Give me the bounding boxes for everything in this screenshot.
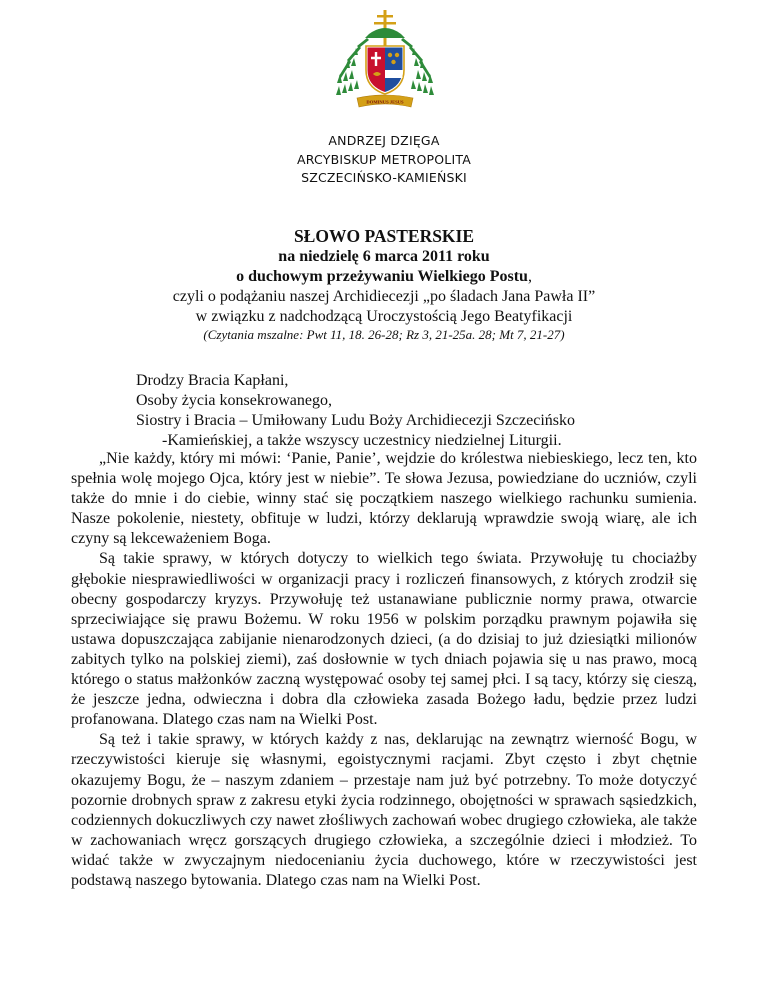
issuer-name: ANDRZEJ DZIĘGA — [328, 133, 440, 148]
body-paragraph: „Nie każdy, który mi mówi: ‘Panie, Panie’, wejdzie do królestwa niebieskiego, lecz ten, kto spełnia wolę mojego Ojca, który jest w niebie”. Te słowa Jezusa, powiedziane do uczniów, czyli także do mnie i do ciebie, winny stać się początkiem naszego wielkiego rachunku sumienia. Nasze pokolenie, niestety, obfituje w ludzi, którzy deklarują wprawdzie swoją wiarę, ale ich czyny są lekceważeniem Boga. — [71, 450, 697, 548]
greeting-line: -Kamieńskiej, a także wszyscy uczestnicy niedzielnej Liturgii. — [162, 432, 562, 449]
heading-readings: (Czytania mszalne: Pwt 11, 18. 26-28; Rz 3, 21-25a. 28; Mt 7, 21-27) — [203, 327, 565, 342]
issuer-title: ARCYBISKUP METROPOLITA — [297, 151, 471, 167]
body-paragraph: Są też i takie sprawy, w których każdy z nas, deklarując na zewnątrz wierność Bogu, w rzeczywistości kieruje się własnymi, egoistycznymi racjami. Zbyt często i zbyt chętnie okazujemy Bogu, że – naszym zdaniem – przestaje nam już być potrzebny. To może dotyczyć pozornie drobnych spraw z zakresu etyki życia rodzinnego, obojętności w sprawach sąsiedzkich, codziennych dokuczliwych czy nawet złośliwych zachowań wobec drugiego człowieka, ale także w zachowaniach wręcz gorszących drugiego człowieka, a szczególnie dzieci i młodzież. To widać także w zwyczajnym niedocenianiu życia duchowego, które w rzeczywistości jest podstawą naszego bytowania. Dlatego czas nam na Wielki Post. — [71, 731, 697, 889]
left-tassels-icon — [336, 38, 369, 95]
greeting-line: Siostry i Bracia – Umiłowany Ludu Boży Archidiecezji Szczecińsko — [136, 412, 575, 429]
greeting-line: Osoby życia konsekrowanego, — [136, 392, 332, 409]
page-title: SŁOWO PASTERSKIE — [293, 226, 475, 246]
heading-date-line: na niedzielę 6 marca 2011 roku — [278, 248, 490, 265]
heading-topic: o duchowym przeżywaniu Wielkiego Postu — [236, 268, 528, 285]
letter-heading — [0, 225, 768, 343]
heading-subtitle-line-2: w związku z nadchodzącą Uroczystością Jego Beatyfikacji — [195, 307, 573, 325]
greeting-block — [136, 371, 696, 451]
galero-hat-icon — [365, 28, 405, 38]
right-tassels-icon — [401, 38, 434, 95]
heading-topic-line: o duchowym przeżywaniu Wielkiego Postu, — [236, 268, 532, 285]
issuer-block — [0, 132, 768, 188]
heading-subtitle-line: czyli o podążaniu naszej Archidiecezji „po śladach Jana Pawła II” — [172, 288, 596, 305]
motto-text: DOMINUS JESUS — [366, 99, 404, 105]
greeting-line: Drodzy Bracia Kapłani, — [136, 372, 289, 389]
coat-of-arms-icon — [333, 8, 437, 114]
letter-body — [71, 449, 697, 891]
body-paragraph: Są takie sprawy, w których dotyczy to wielkich tego świata. Przywołuję tu chociażby głębokie niesprawiedliwości w organizacji pracy i rozliczeń finansowych, z których zrodził się obecny gospodarczy kryzys. Przywołuję też ustanawiane publicznie normy prawa, otwarcie sprzeciwiające się prawu Bożemu. W roku 1956 w polskim porządku prawnym pojawiła się ustawa dopuszczająca zabijanie nienarodzonych dzieci, (a do dzisiaj to już dziesiątki milionów zabitych tylko na polskiej ziemi), zaś dosłownie w tych dniach pojawia się u nas prawo, mocą którego o status małżonków zaczną występować osoby tej samej płci. I są tacy, którzy się cieszą, że jeszcze jedna, odwieczna i dobra dla człowieka zasada Bożego ładu, będzie przez ludzi profanowana. Dlatego czas nam na Wielki Post. — [71, 550, 697, 729]
issuer-diocese: SZCZECIŃSKO-KAMIEŃSKI — [301, 170, 467, 185]
